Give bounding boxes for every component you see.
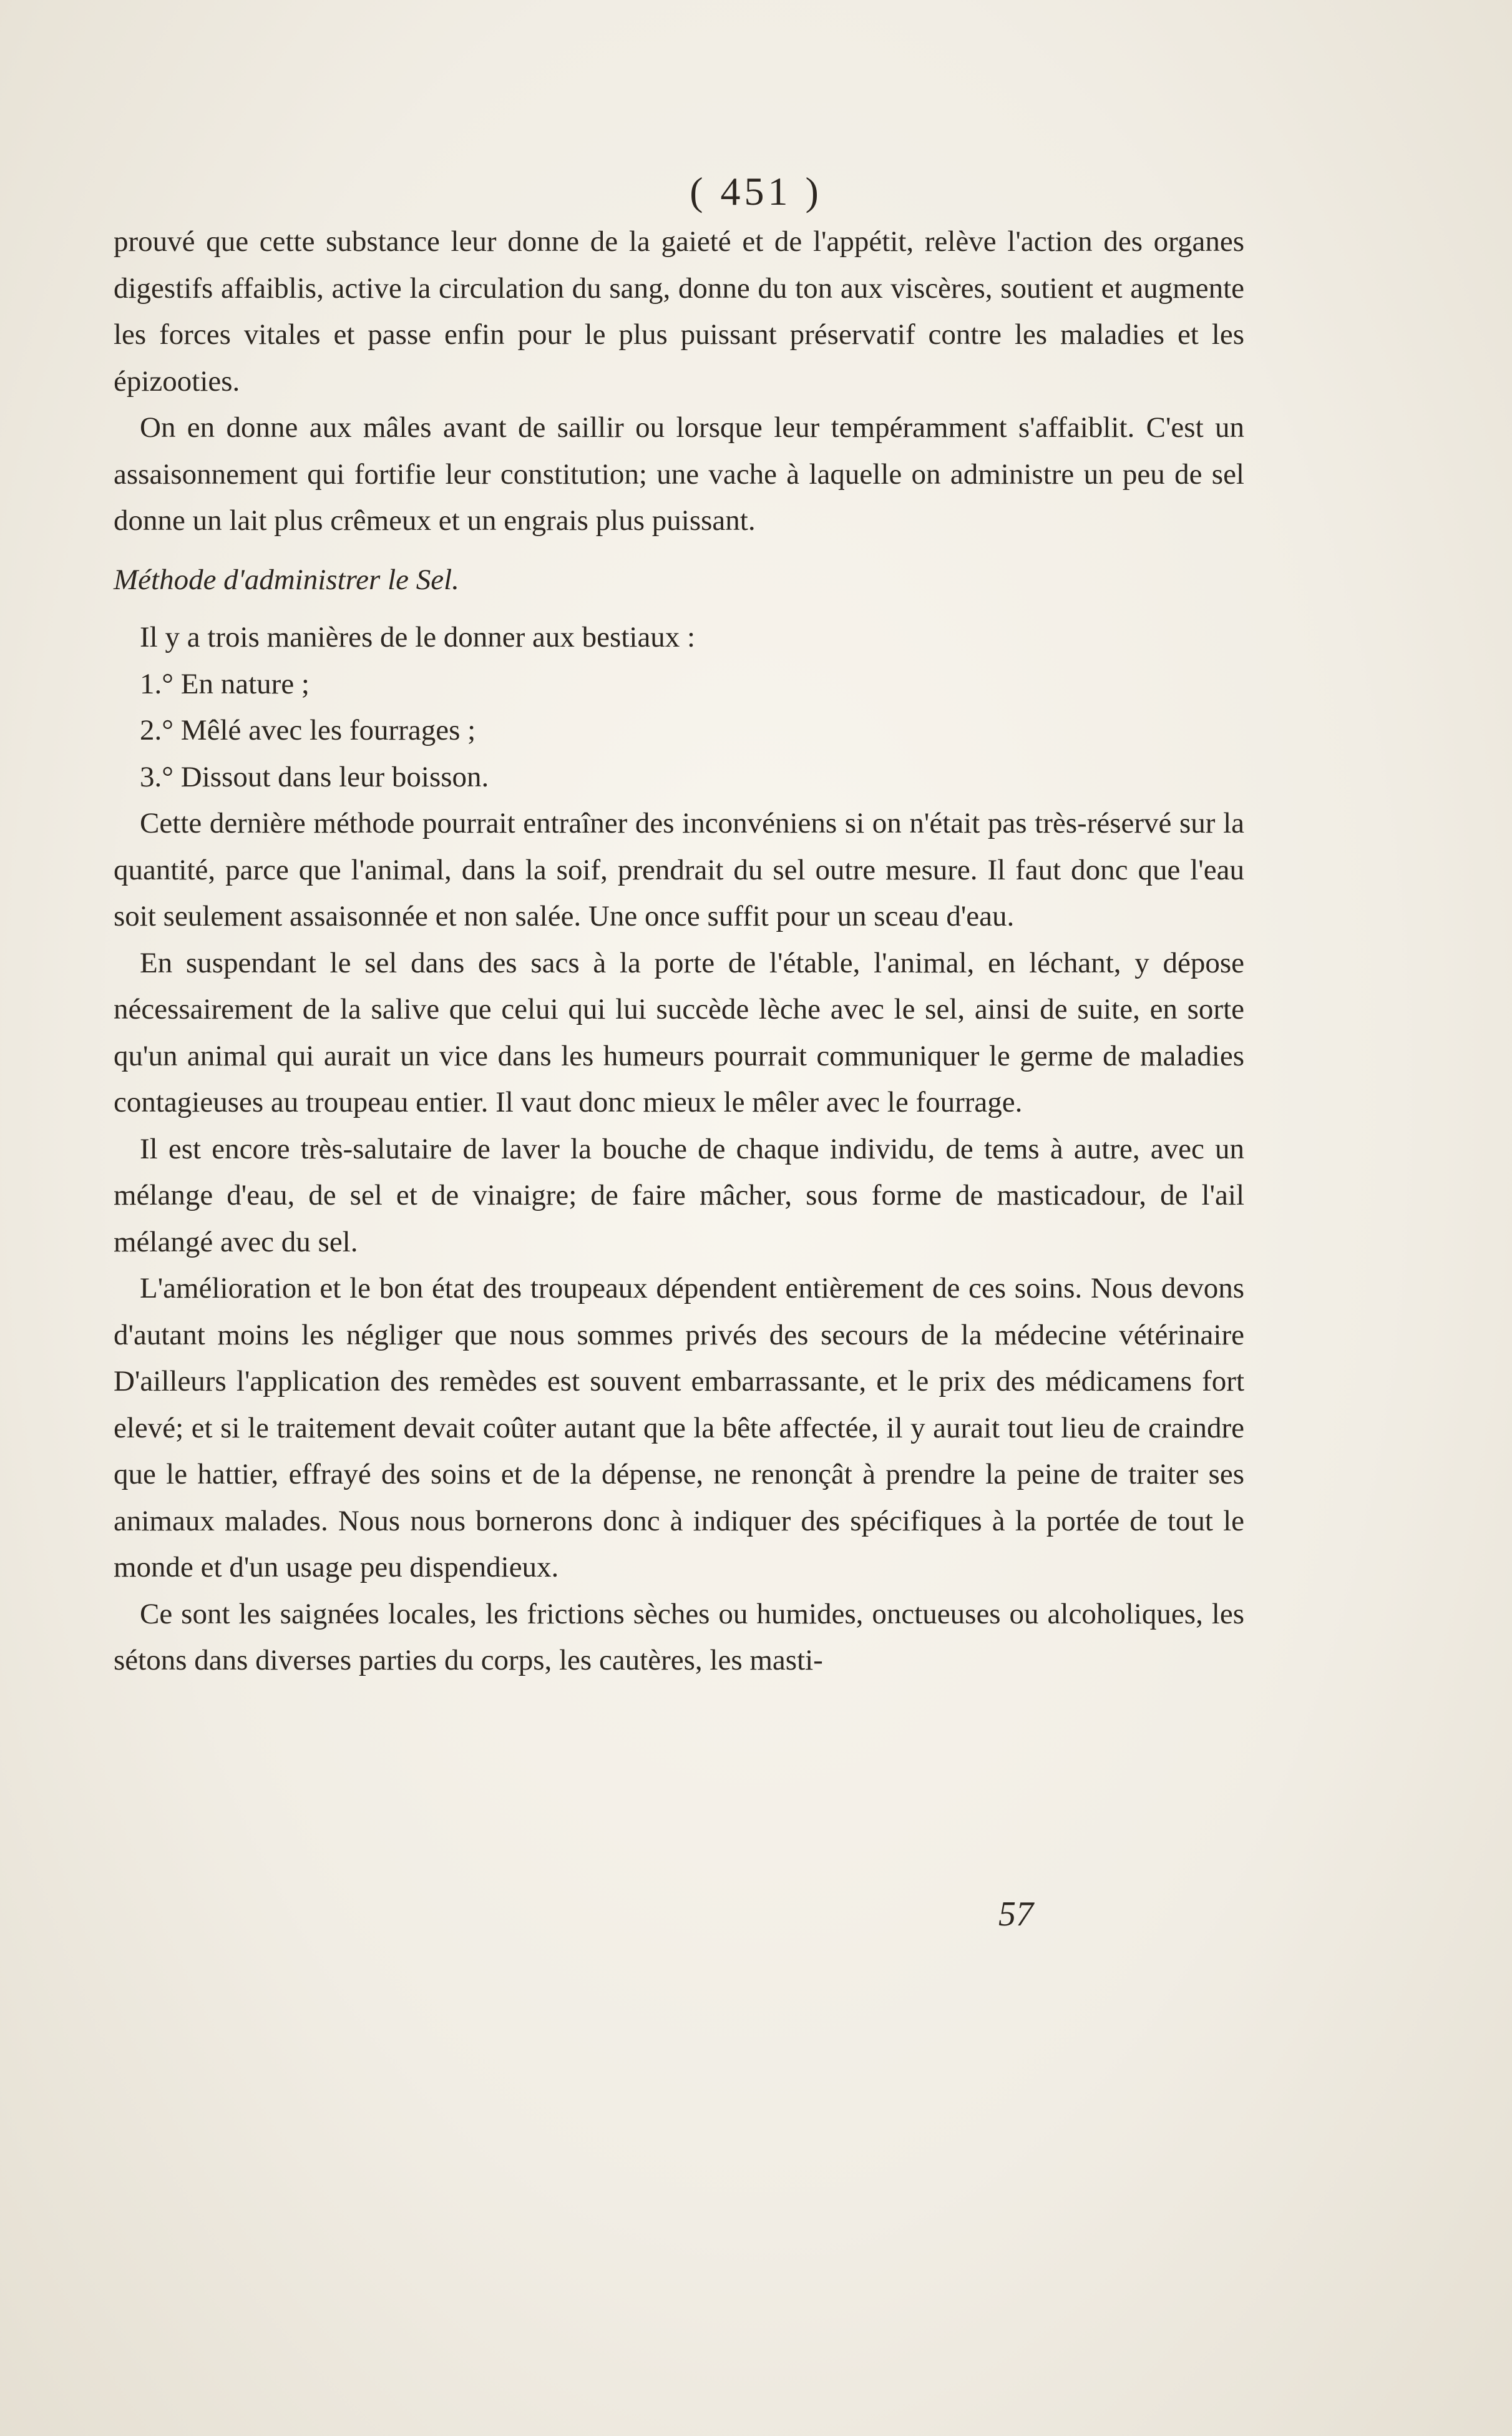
paragraph: Cette dernière méthode pourrait entraîner des inconvéniens si on n'était pas très-réservé sur la quantité, parce que l'animal, dans la soif, prendrait du sel outre mesure. Il faut donc que l'eau soit seulement assaisonnée et non salée. Une once suffit pour un sceau d'eau.	[114, 807, 1244, 932]
paragraph: prouvé que cette substance leur donne de la gaieté et de l'appétit, relève l'action des organes digestifs affaiblis, active la circulation du sang, donne du ton aux viscères, soutient et augmente les forces vitales et passe enfin pour le plus puissant préservatif contre les maladies et les épizooties.	[114, 225, 1244, 398]
paragraph: L'amélioration et le bon état des troupeaux dépendent entièrement de ces soins. Nous devons d'autant moins les négliger que nous sommes privés des secours de la médecine vétérinaire D'ailleurs l'application des remèdes est souvent embarrassante, et le prix des médicamens fort elevé; et si le traitement devait coûter autant que la bête affectée, il y aurait tout lieu de craindre que le hattier, effrayé des soins et de la dépense, ne renonçât à prendre la peine de traiter ses animaux malades. Nous nous bornerons donc à indiquer des spécifiques à la portée de tout le monde et d'un usage peu dispendieux.	[114, 1272, 1244, 1583]
paragraph: Il y a trois manières de le donner aux bestiaux :	[140, 621, 696, 653]
paragraph: On en donne aux mâles avant de saillir ou lorsque leur tempéramment s'affaiblit. C'est un assaisonnement qui fortifie leur constitution; une vache à laquelle on administre un peu de sel donne un lait plus crêmeux et un engrais plus puissant.	[114, 411, 1244, 537]
signature-mark: 57	[998, 1895, 1033, 1934]
paragraph: En suspendant le sel dans des sacs à la porte de l'étable, l'animal, en léchant, y dépose nécessairement de la salive que celui qui lui succède lèche avec le sel, ainsi de suite, en sorte qu'un animal qui aurait un vice dans les humeurs pourrait communiquer le germe de maladies contagieuses au troupeau entier. Il vaut donc mieux le mêler avec le fourrage.	[114, 946, 1244, 1118]
page-number: ( 451 )	[690, 169, 822, 213]
section-heading: Méthode d'administrer le Sel.	[114, 563, 459, 596]
paragraph: Il est encore très-salutaire de laver la bouche de chaque individu, de tems à autre, avec un mélange d'eau, de sel et de vinaigre; de faire mâcher, sous forme de masticadour, de l'ail mélangé avec du sel.	[114, 1132, 1244, 1258]
list-item: 3.° Dissout dans leur boisson.	[140, 760, 489, 793]
text-body	[114, 218, 1244, 1684]
list-item: 2.° Mêlé avec les fourrages ;	[140, 714, 476, 746]
list-item: 1.° En nature ;	[140, 667, 310, 700]
paragraph: Ce sont les saignées locales, les frictions sèches ou humides, onctueuses ou alcoholiques, les sétons dans diverses parties du corps, les cautères, les masti-	[114, 1597, 1244, 1676]
